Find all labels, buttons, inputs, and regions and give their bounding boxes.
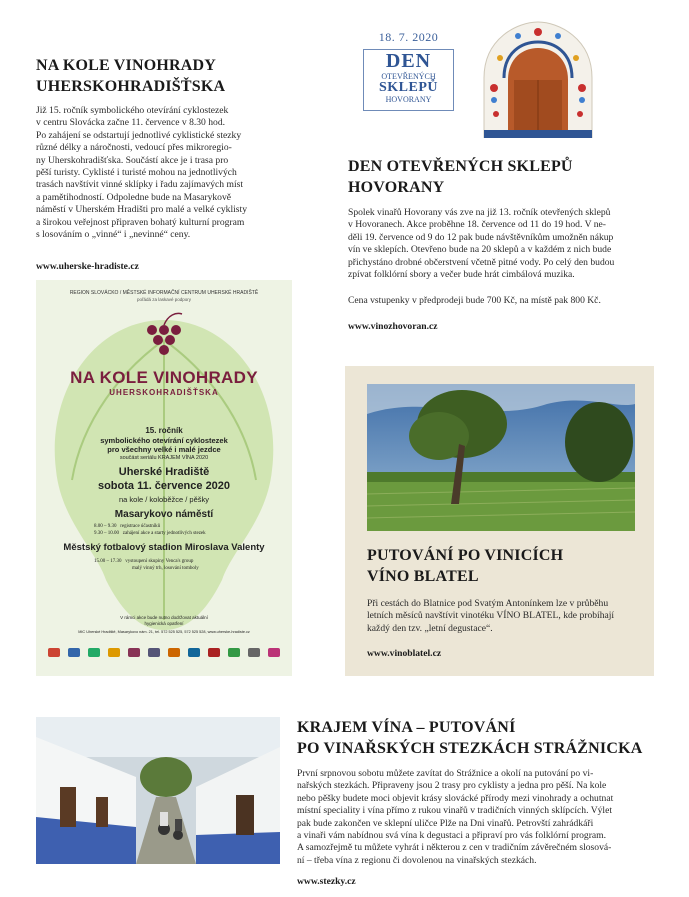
article4-line: A samozřejmě tu můžete vyhrát i některou z cen v tradičním závěrečném slosová- (297, 842, 612, 854)
logo-box (363, 49, 454, 111)
poster-footer2: hygienická opatření (144, 621, 184, 626)
article1-title-line1: NA KOLE VINOHRADY (36, 57, 217, 74)
sponsor-logo (168, 648, 180, 657)
poster-series: součást seriálu KRAJEM VÍNA 2020 (119, 455, 209, 461)
article1-line: Po zahájení se odstartují jednotlivé cyklistické stezky (36, 129, 242, 141)
article1-title-line2: UHERSKOHRADIŠŤSKA (36, 78, 226, 95)
poster-footer3: MIC Uherské Hradiště, Masarykovo nám. 21, tel. 572 525 525, 572 525 528, www.uherske-hradiste.cz (78, 630, 250, 634)
poster-footer1: V rámci akce bude nutno dodržovat aktuální (120, 615, 208, 620)
article4-line: nařských stezkách. Připraveny jsou 2 trasy pro cyklisty a jedna pro pěší. Na kole (297, 780, 607, 792)
poster-time1-text: registrace účastníků (120, 524, 161, 529)
article1-line: Již 15. ročník symbolického otevírání cyklostezek (36, 105, 229, 116)
poster-time2-text: zahájení akce a starty jednotlivých stezek (122, 531, 206, 536)
sponsor-logo (68, 648, 80, 657)
article2-line: přichystáno drobné občerstvení včetně pitné vody. Po celý den budou (348, 256, 615, 268)
article3-body (367, 598, 647, 635)
article4-line: nebo pěšky budete moci objevit krásy slovácké přírody mezi vinohrady a ochutnat (297, 792, 614, 804)
article4-line: místní speciality i vína přímo z rukou vinařů v tradičních vinných sklípcích. Výlet (297, 805, 613, 817)
poster-edition: 15. ročník (145, 426, 183, 435)
event-poster (36, 280, 292, 676)
article4-line: První srpnovou sobotu můžete zavítat do Strážnice a okolí na putování po vi- (297, 768, 594, 779)
article4-url[interactable]: www.stezky.cz (297, 876, 356, 887)
article1-line: ny Uherskohradišťska. Součástí akce je i trasa pro (36, 154, 229, 166)
sponsor-logo (248, 648, 260, 657)
article1-title (36, 55, 326, 97)
article1-line: v centru Slovácka začne 11. července v 8.30 hod. (36, 117, 226, 129)
poster-desc1: symbolického otevírání cyklostezek (100, 436, 228, 445)
article2-title-line2: HOVORANY (348, 179, 445, 196)
article4-body (297, 768, 677, 867)
poster-modes: na kole / koloběžce / pěšky (118, 495, 210, 504)
sponsor-logo (188, 648, 200, 657)
poster-time3-text1: vystoupení skupiny Venca's group (125, 559, 194, 564)
article1-line: trasách navštívit vinné sklípky i řadu zajímavých míst (36, 179, 244, 191)
article2-line: vín ve sklepích. Otevřeno bude na 20 sklepů a v každém z nich bude (348, 244, 612, 256)
poster-city: Uherské Hradiště (118, 466, 210, 478)
sponsor-logo (48, 648, 60, 657)
sponsor-logos (44, 640, 284, 664)
article1-line: s losováním o „vinné“ i „nevinné“ ceny. (36, 229, 191, 241)
poster-time2: 9.30 – 10.00 (94, 531, 119, 536)
sponsor-logo (148, 648, 160, 657)
logo-date: 18. 7. 2020 (378, 30, 439, 44)
article4-title-line1: KRAJEM VÍNA – PUTOVÁNÍ (297, 719, 516, 736)
poster-schedule-2 (94, 531, 206, 536)
article4-line: a vinaři vám nabídnou svá vína k degustaci a připraví pro vás folklórní program. (297, 830, 607, 842)
article1-line: náměstí v Uherském Hradišti pro malé a velké cyklisty (36, 204, 248, 216)
poster-time3-text2: malý vinný trh, losování tomboly (132, 566, 199, 571)
sponsor-logo (208, 648, 220, 657)
article1-line: a pamětihodností. Odpoledne bude na Masarykově (36, 191, 232, 203)
poster-subtitle: UHERSKOHRADIŠŤSKA (109, 388, 219, 397)
logo-small2: HOVORANY (385, 95, 432, 104)
article2-title-line1: DEN OTEVŘENÝCH SKLEPŮ (348, 158, 573, 175)
event-logo (363, 30, 454, 116)
sponsor-logo (88, 648, 100, 657)
article2-price: Cena vstupenky v předprodeji bude 700 Kč, na místě pak 800 Kč. (348, 295, 601, 306)
article3-line: Při cestách do Blatnice pod Svatým Antonínkem lze v průběhu (367, 598, 609, 609)
article1-body (36, 105, 298, 241)
article3-title (367, 545, 647, 587)
logo-small1: OTEVŘENÝCH (381, 72, 436, 81)
cellar-door-image (478, 18, 598, 138)
poster-organizer-note: pořádá za laskavé podpory (136, 297, 192, 302)
vineyard-photo (367, 384, 635, 531)
article2-body (348, 207, 668, 281)
article1-line: různé délky a náročnosti, vedoucí přes mikroregio- (36, 142, 232, 154)
article3-line: letních měsíců navštívit vinotéku VÍNO BLATEL, kde probíhají (367, 610, 615, 622)
poster-date: sobota 11. července 2020 (97, 480, 231, 492)
poster-time3: 15.00 – 17.30 (94, 559, 122, 564)
article2-title (348, 156, 668, 198)
logo-big1: DEN (385, 50, 432, 72)
article3-line: každý den tzv. „letní degustace“. (367, 622, 493, 634)
article3-title-line2: VÍNO BLATEL (367, 568, 479, 585)
wine-cellar-street-photo (36, 717, 280, 864)
article2-line: v Hovoranech. Akce proběhne 18. července od 11 do 19 hod. V ne- (348, 219, 606, 231)
article2-line: děli 19. července od 9 do 12 pak bude návštěvníkům umožněn nákup (348, 231, 614, 243)
article4-line: pak bude zakončen ve sklepní uličce Plže na Dni vinařů. Petrovští zahrádkáři (297, 817, 594, 829)
article1-line: a širokou veřejnost připraven bohatý kulturní program (36, 216, 245, 228)
poster-organizer: REGION SLOVÁCKO / MĚSTSKÉ INFORMAČNÍ CENTRUM UHERSKÉ HRADIŠTĚ (69, 290, 259, 296)
poster-desc2: pro všechny velké i malé jezdce (107, 445, 221, 454)
article4-line: ní – třeba vína z regionu či dovolenou na vinařských stezkách. (297, 854, 537, 866)
poster-title: NA KOLE VINOHRADY (70, 368, 258, 387)
article1-url[interactable]: www.uherske-hradiste.cz (36, 261, 139, 272)
poster-square: Masarykovo náměstí (114, 509, 214, 520)
article2-line: Spolek vinařů Hovorany vás zve na již 13. ročník otevřených sklepů (348, 207, 611, 218)
article1-line: pěší turisty. Cyklisté i turisté mohou na jednotlivých (36, 167, 237, 179)
sponsor-logo (108, 648, 120, 657)
article4-title (297, 717, 677, 759)
sponsor-logo (268, 648, 280, 657)
article3-url[interactable]: www.vinoblatel.cz (367, 648, 442, 659)
poster-schedule-1 (94, 524, 160, 529)
article2-line: zpívat folklórní sbory a večer bude hrát cimbálová muzika. (348, 269, 575, 281)
poster-time1: 8.00 – 9.30 (94, 524, 117, 529)
poster-stadium: Městský fotbalový stadion Miroslava Valenty (63, 542, 265, 553)
article2-url[interactable]: www.vinozhovoran.cz (348, 321, 438, 332)
article3-title-line1: PUTOVÁNÍ PO VINICÍCH (367, 547, 564, 564)
poster-schedule-3 (94, 559, 193, 564)
sponsor-logo (128, 648, 140, 657)
sponsor-logo (228, 648, 240, 657)
logo-big2: SKLEPŮ (378, 80, 438, 95)
article4-title-line2: PO VINAŘSKÝCH STEZKÁCH STRÁŽNICKA (297, 740, 643, 757)
